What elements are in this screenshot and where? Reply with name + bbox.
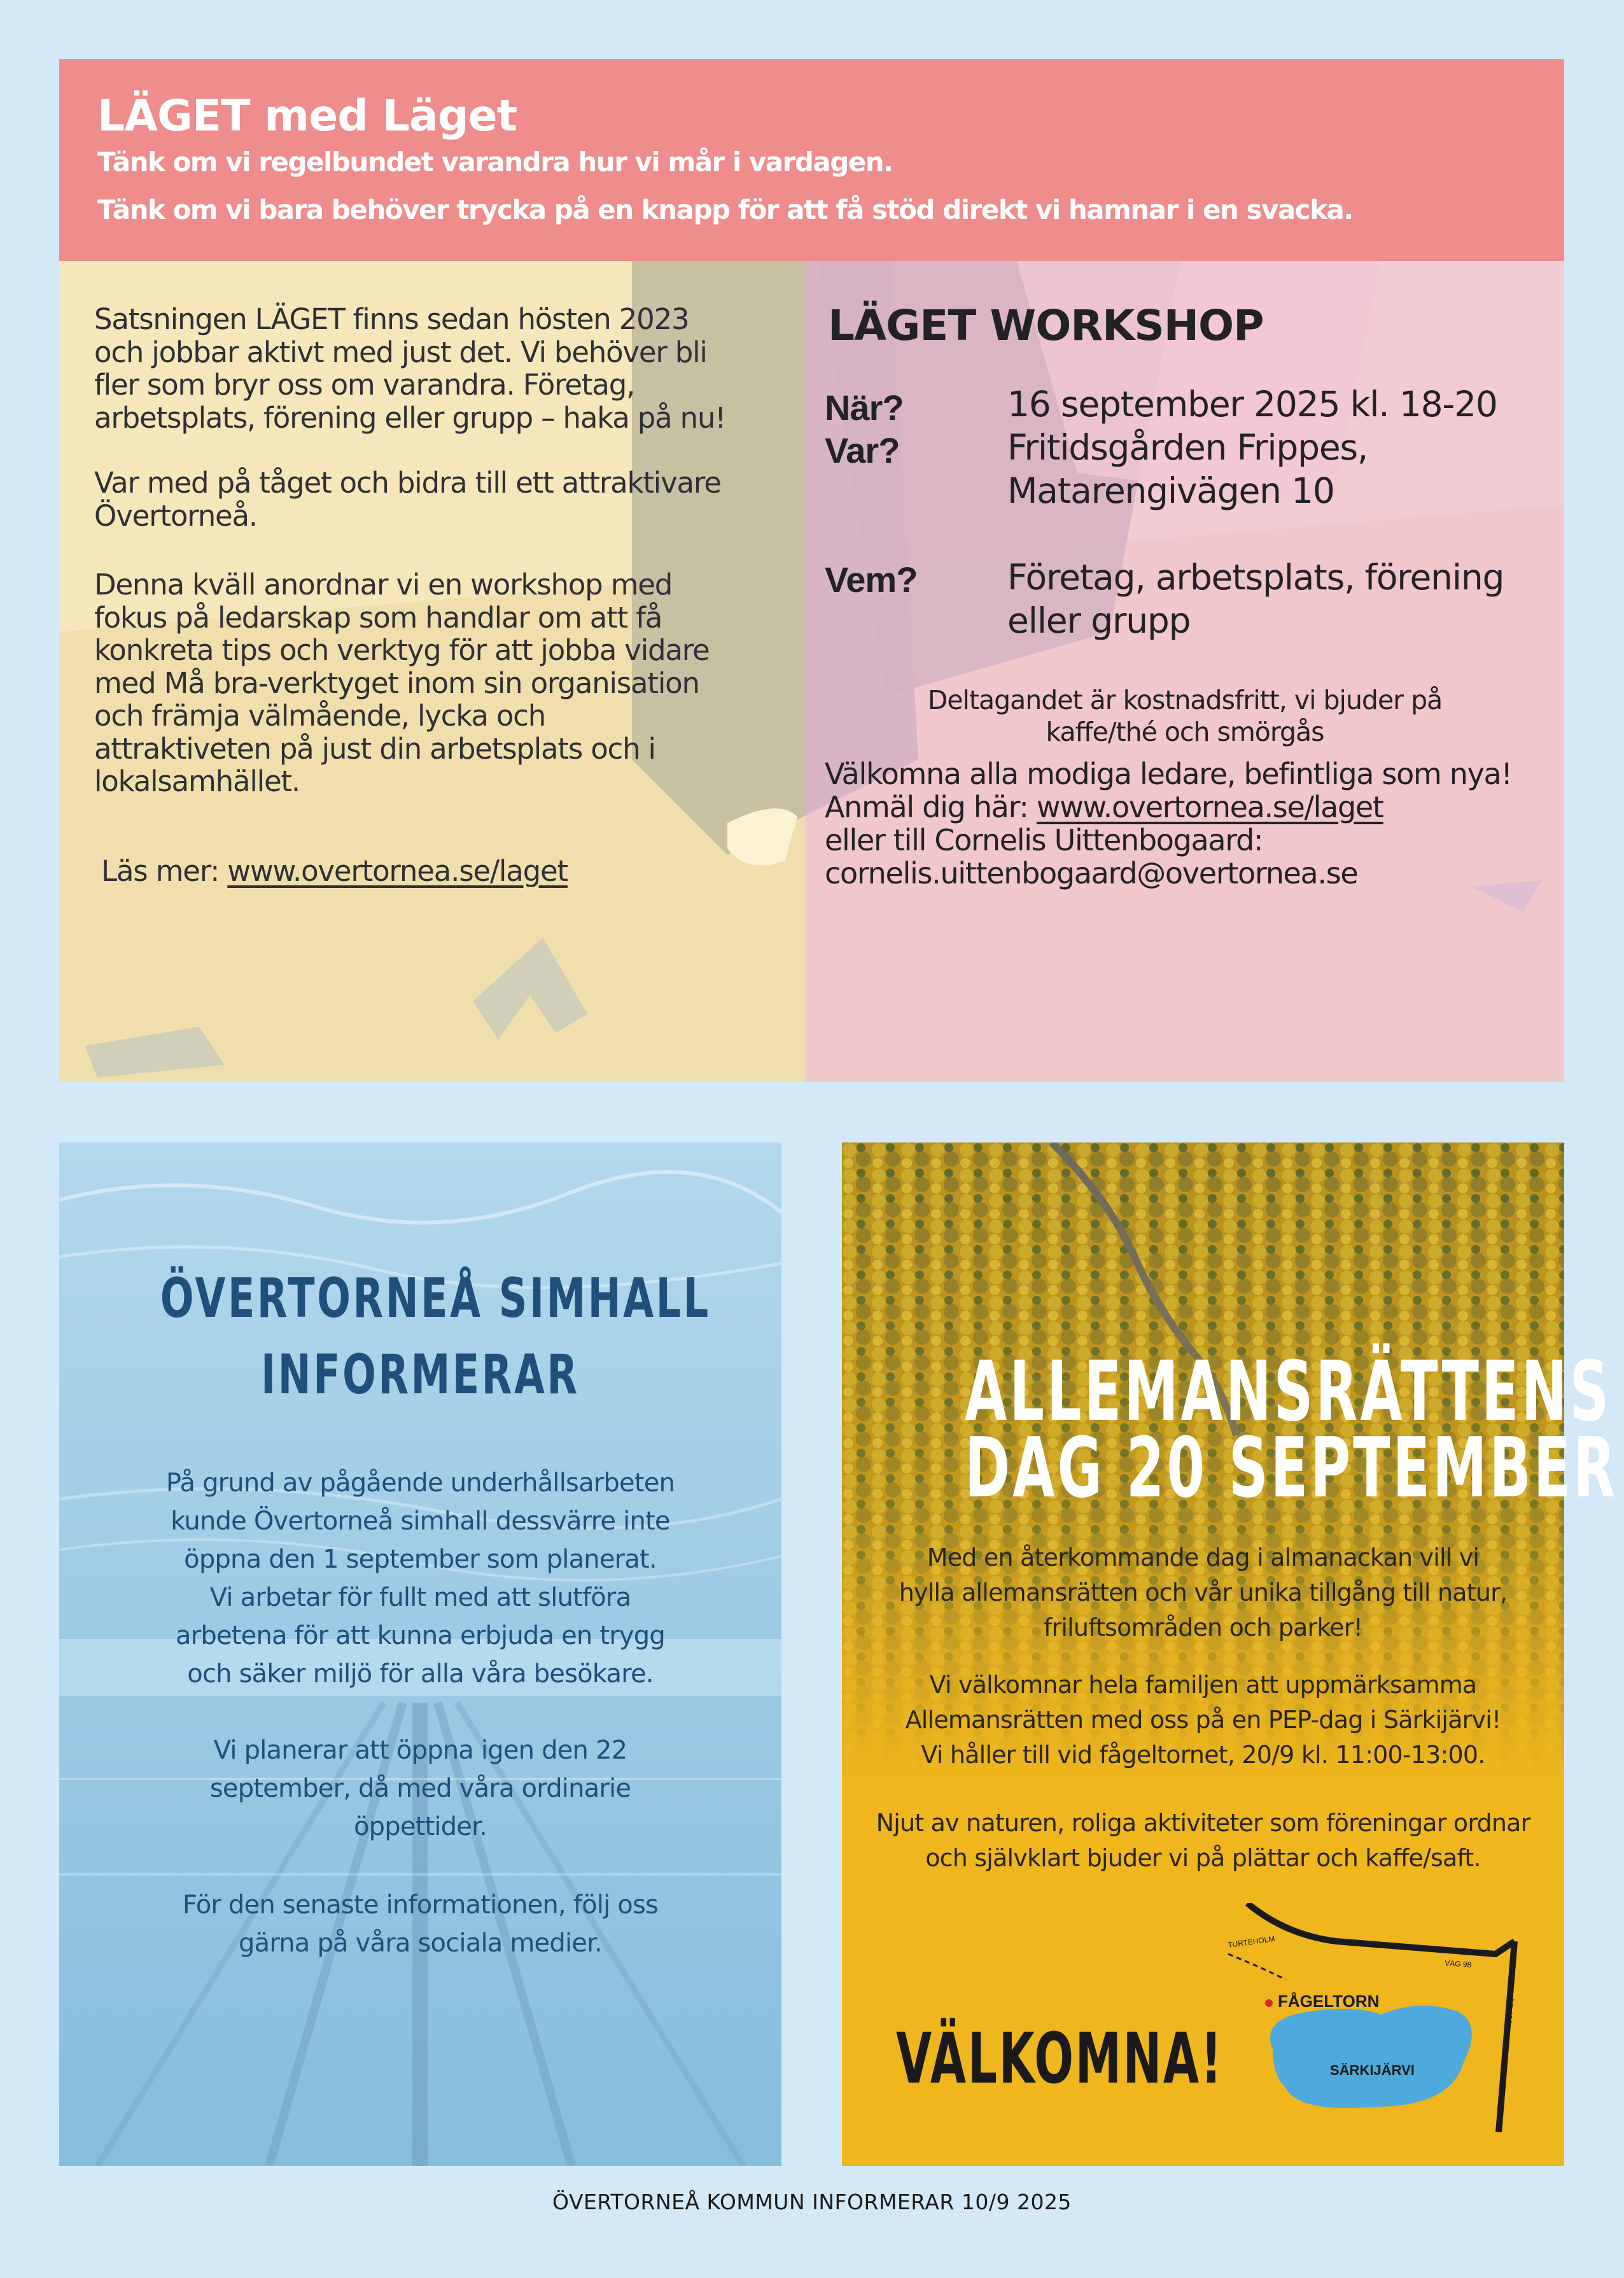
laget-read-more xyxy=(101,855,568,888)
bird-tower-marker xyxy=(1265,1999,1273,2007)
workshop-who-value: Företag, arbetsplats, förening eller grupp xyxy=(1007,557,1504,641)
laget-intro-paragraph: Satsningen LÄGET finns sedan hösten 2023 och jobbar aktivt med just det. Vi behöver bli fler som bryr oss om varandra. Företag, arbetsplats, förening eller grupp – haka på nu! xyxy=(94,302,726,435)
simhall-paragraph-2: Vi planerar att öppna igen den 22 september, då med våra ordinarie öppettider. xyxy=(209,1736,631,1841)
map-label-lake: SÄRKIJÄRVI xyxy=(1330,2062,1415,2078)
page-footer: ÖVERTORNEÅ KOMMUN INFORMERAR 10/9 2025 xyxy=(552,2190,1072,2214)
laget-subtitle-2: Tänk om vi bara behöver trycka på en knapp för att få stöd direkt vi hamnar i en svacka. xyxy=(97,194,1353,225)
simhall-title-line-1: ÖVERTORNEÅ SIMHALL xyxy=(160,1267,711,1330)
allemansratten-welcome: VÄLKOMNA! xyxy=(896,2018,1224,2099)
workshop-when-value: 16 september 2025 kl. 18-20 xyxy=(1007,384,1497,425)
simhall-title-line-2: INFORMERAR xyxy=(261,1343,580,1407)
allemansratten-title-line-1: ALLEMANSRÄTTENS xyxy=(964,1343,1612,1440)
map-label-road-3: VÄG 404 xyxy=(1504,1992,1515,2024)
laget-subtitle-1: Tänk om vi regelbundet varandra hur vi mår i vardagen. xyxy=(97,146,893,178)
map-label-tower: FÅGELTORN xyxy=(1278,1992,1380,2011)
map-label-road-2: VÄG 98 xyxy=(1444,1958,1472,1969)
workshop-where-value: Fritidsgården Frippes, Matarengivägen 10 xyxy=(1007,427,1368,511)
workshop-signup-block xyxy=(825,757,1512,890)
allemansratten-paragraph-2: Vi välkomnar hela familjen att uppmärksamma Allemansrätten med oss på en PEP-dag i Särkijärvi! Vi håller till vid fågeltornet, 20/9 kl. 11:00-13:00. xyxy=(905,1671,1501,1769)
read-more-label: Läs mer: xyxy=(101,854,228,888)
workshop-when-label: När? xyxy=(825,388,904,428)
workshop-contact-email[interactable]: cornelis.uittenbogaard@overtornea.se xyxy=(825,856,1358,890)
workshop-title: LÄGET WORKSHOP xyxy=(828,301,1264,350)
laget-join-paragraph: Var med på tåget och bidra till ett attraktivare Övertorneå. xyxy=(94,466,721,533)
workshop-free-note: Deltagandet är kostnadsfritt, vi bjuder på kaffe/thé och smörgås xyxy=(927,685,1443,747)
map-label-road-1: TURTEHOLM xyxy=(1227,1934,1276,1950)
laget-workshop-paragraph: Denna kväll anordnar vi en workshop med fokus på ledarskap som handlar om att få konkreta tips och verktyg för att jobba vidare med Må bra-verktyget inom sin organisation och främja välmående, lycka och attraktiveten på just din arbetsplats och i lokalsamhället. xyxy=(94,568,710,798)
workshop-signup-line xyxy=(825,791,1512,824)
workshop-welcome-line: Välkomna alla modiga ledare, befintliga som nya! xyxy=(825,757,1512,791)
allemansratten-paragraph-3: Njut av naturen, roliga aktiviteter som föreningar ordnar och självklart bjuder vi på plättar och kaffe/saft. xyxy=(876,1809,1530,1872)
workshop-contact-line: eller till Cornelis Uittenbogaard: xyxy=(825,823,1263,857)
allemansratten-paragraph-1: Med en återkommande dag i almanackan vill vi hylla allemansrätten och vår unika tillgång till natur, friluftsområden och parker! xyxy=(899,1543,1508,1642)
sarkijarvi-map xyxy=(1209,1903,1540,2132)
workshop-where-label: Var? xyxy=(825,430,900,470)
simhall-paragraph-3: För den senaste informationen, följ oss gärna på våra sociala medier. xyxy=(182,1890,659,1958)
signup-link[interactable]: www.overtornea.se/laget xyxy=(1036,790,1383,824)
workshop-who-label: Vem? xyxy=(825,559,918,600)
signup-label: Anmäl dig här: xyxy=(825,790,1037,824)
simhall-paragraph-1: På grund av pågående underhållsarbeten kunde Övertorneå simhall dessvärre inte öppna den 1 september som planerat. Vi arbetar för fullt med att slutföra arbetena för att kunna erbjuda en trygg och säker miljö för alla våra besökare. xyxy=(165,1468,675,1689)
allemansratten-title-line-2: DAG 20 SEPTEMBER xyxy=(964,1419,1618,1516)
laget-title: LÄGET med Läget xyxy=(97,91,517,141)
read-more-link[interactable]: www.overtornea.se/laget xyxy=(227,854,568,888)
